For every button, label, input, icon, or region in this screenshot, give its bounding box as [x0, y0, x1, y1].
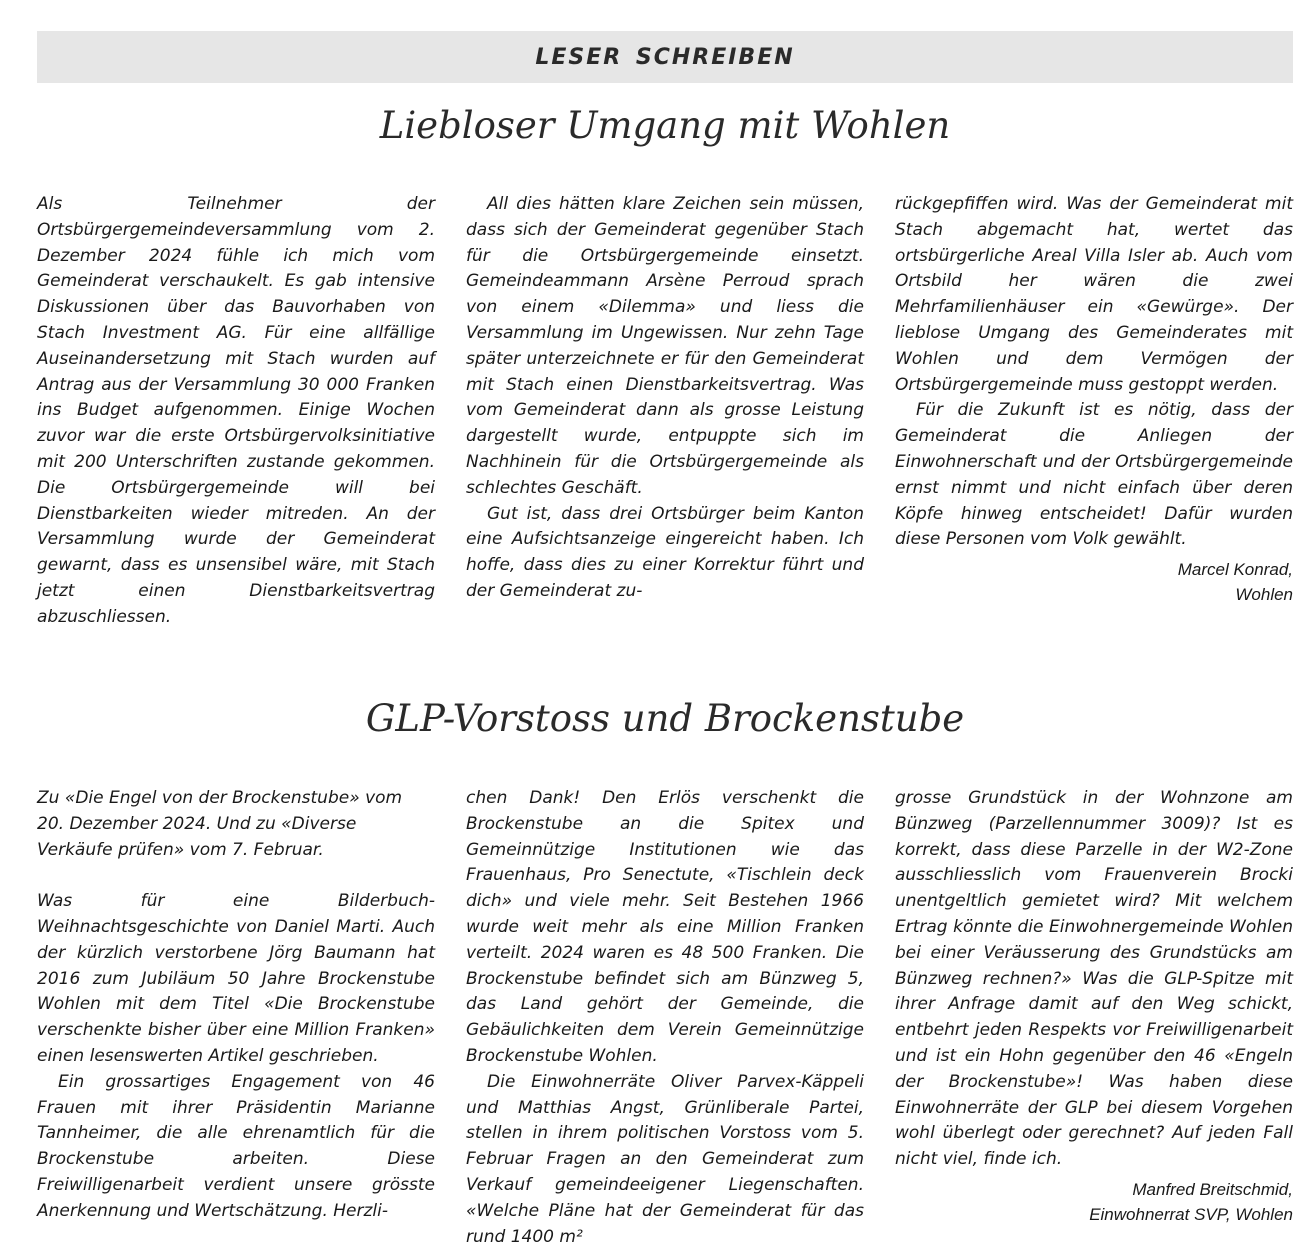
article-2-column-2 [466, 786, 864, 1250]
paragraph: Für die Zukunft ist es nötig, dass der Gemeinderat die Anliegen der Einwohnerschaft und der Ortsbürgergemeinde ernst nimmt und nicht einfach über deren Köpfe hinweg entscheidet! Dafür wurden diese Personen vom Volk gewählt. [895, 400, 1293, 550]
paragraph: Als Teilnehmer der Ortsbürgergemeindeversammlung vom 2. Dezember 2024 fühle ich mich vom Gemeinderat verschaukelt. Es gab intensive Diskussionen über das Bauvorhaben von Stach Investment AG. Für eine allfällige Auseinandersetzung mit Stach wurden auf Antrag aus der Versammlung 30 000 Franken ins Budget aufgenommen. Einige Wochen zuvor war die erste Ortsbürgervolksinitiative mit 200 Unterschriften zustande gekommen. Die Ortsbürgergemeinde will bei Dienstbarkeiten wieder mitreden. An der Versammlung wurde der Gemeinderat gewarnt, dass es unsensibel wäre, mit Stach jetzt einen Dienstbarkeitsvertrag abzuschliessen. [37, 194, 435, 627]
reference-line: Zu «Die Engel von der Brockenstube» vom [37, 788, 403, 808]
article-2-column-1 [37, 786, 435, 1225]
reference-line: 20. Dezember 2024. Und zu «Diverse [37, 813, 357, 834]
paragraph: Die Einwohnerräte Oliver Parvex-Käppeli und Matthias Angst, Grünliberale Partei, stellen in ihrem politischen Vorstoss vom 5. Februar Fragen an den Gemeinderat zum Verkauf gemeindeeigener Liegenschaften. «Welche Pläne hat der Gemeinderat für das rund 1400 m² [466, 1071, 864, 1247]
author-name: Marcel Konrad, [1177, 560, 1293, 580]
paragraph: chen Dank! Den Erlös verschenkt die Brockenstube an die Spitex und Gemeinnützige Institutionen wie das Frauenhaus, Pro Senectute, «Tischlein deck dich» und viele mehr. Seit Bestehen 1966 wurde weit mehr als eine Million Franken verteilt. 2024 waren es 48 500 Franken. Die Brockenstube befindet sich am Bünzweg 5, das Land gehört der Gemeinde, die Gebäulichkeiten dem Verein Gemeinnützige Brockenstube Wohlen. [466, 788, 864, 1066]
author-place: Wohlen [1235, 585, 1293, 605]
article-1-column-3 [895, 192, 1293, 607]
paragraph: grosse Grundstück in der Wohnzone am Bünzweg (Parzellennummer 3009)? Ist es korrekt, dass diese Parzelle in der W2-Zone ausschliesslich vom Frauenverein Brocki unentgeltlich gemietet wird? Mit welchem Ertrag könnte die Einwohnergemeinde Wohlen bei einer Veräusserung des Grundstücks am Bünzweg rechnen?» Was die GLP-Spitze mit ihrer Anfrage damit auf den Weg schickt, entbehrt jeden Respekts vor Freiwilligenarbeit und ist ein Hohn gegenüber den 46 «Engeln der Brockenstube»! Was haben diese Einwohnerräte der GLP bei diesem Vorgehen wohl überlegt oder gerechnet? Auf jeden Fall nicht viel, finde ich. [895, 788, 1293, 1170]
section-rubric [37, 31, 1293, 83]
rubric-label: LESER SCHREIBEN [535, 44, 795, 70]
reference-line: Verkäufe prüfen» vom 7. Februar. [37, 839, 324, 860]
author-signature [895, 557, 1293, 607]
paragraph: Was für eine Bilderbuch-Weihnachtsgeschichte von Daniel Marti. Auch der kürzlich verstorbene Jörg Baumann hat 2016 zum Jubiläum 50 Jahre Brockenstube Wohlen mit dem Titel «Die Brockenstube verschenkte bisher über eine Million Franken» einen lesenswerten Artikel geschrieben. [37, 891, 435, 1066]
reference-note [37, 786, 435, 863]
article-2-headline: GLP-Vorstoss und Brockenstube [365, 697, 965, 740]
author-place: Einwohnerrat SVP, Wohlen [1089, 1204, 1293, 1224]
paragraph: rückgepfiffen wird. Was der Gemeinderat mit Stach abgemacht hat, wertet das ortsbürgerliche Areal Villa Isler ab. Auch vom Ortsbild her wären die zwei Mehrfamilienhäuser ein «Gewürge». Der lieblose Umgang des Gemeinderates mit Wohlen und dem Vermögen der Ortsbürgergemeinde muss gestoppt werden. [895, 194, 1293, 395]
article-1-column-2 [466, 192, 864, 605]
paragraph: Gut ist, dass drei Ortsbürger beim Kanton eine Aufsichtsanzeige eingereicht haben. Ich hoffe, dass dies zu einer Korrektur führt und der Gemeinderat zu- [466, 503, 864, 601]
author-name: Manfred Breitschmid, [1132, 1179, 1293, 1199]
article-1-headline: Liebloser Umgang mit Wohlen [379, 104, 951, 147]
article-1-column-1 [37, 192, 435, 631]
paragraph: All dies hätten klare Zeichen sein müssen, dass sich der Gemeinderat gegenüber Stach für die Ortsbürgergemeinde einsetzt. Gemeindeammann Arsène Perroud sprach von einem «Dilemma» und liess die Versammlung im Ungewissen. Nur zehn Tage später unterzeichnete er für den Gemeinderat mit Stach einen Dienstbarkeitsvertrag. Was vom Gemeinderat dann als grosse Leistung dargestellt wurde, entpuppte sich im Nachhinein für die Ortsbürgergemeinde als schlechtes Geschäft. [466, 194, 864, 498]
article-2-column-3 [895, 786, 1293, 1227]
author-signature [895, 1177, 1293, 1227]
paragraph: Ein grossartiges Engagement von 46 Frauen mit ihrer Präsidentin Marianne Tannheimer, die alle ehrenamtlich für die Brockenstube arbeiten. Diese Freiwilligenarbeit verdient unsere grösste Anerkennung und Wertschätzung. Herzli- [37, 1071, 435, 1221]
